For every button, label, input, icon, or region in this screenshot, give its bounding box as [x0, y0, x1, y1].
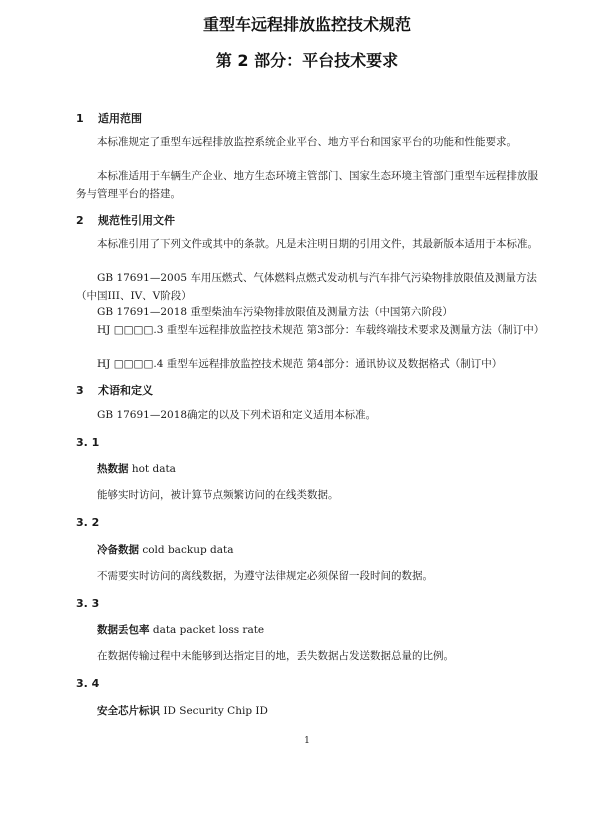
reference-item: HJ □□□□.3 重型车远程排放监控技术规范 第3部分：车载终端技术要求及测量方法（制订中） — [97, 324, 545, 336]
section-heading-1 — [76, 110, 142, 126]
clause-number: 3. 3 — [76, 597, 100, 610]
term-en: cold backup data — [142, 544, 234, 556]
clause-number: 3. 4 — [76, 677, 100, 690]
term-entry — [97, 622, 264, 637]
paragraph: GB 17691—2018确定的以及下列术语和定义适用本标准。 — [97, 409, 377, 421]
section-number: 1 — [76, 112, 84, 125]
term-definition: 能够实时访问，被计算节点频繁访问的在线类数据。 — [97, 489, 339, 501]
document-subtitle: 第 2 部分：平台技术要求 — [215, 51, 399, 70]
section-title: 适用范围 — [98, 112, 142, 125]
reference-item: GB 17691—2018 重型柴油车污染物排放限值及测量方法（中国第六阶段） — [97, 306, 453, 318]
term-en: hot data — [131, 463, 176, 475]
term-en: data packet loss rate — [152, 624, 265, 636]
term-zh: 冷备数据 — [97, 544, 139, 556]
section-number: 3 — [76, 384, 84, 397]
reference-item: HJ □□□□.4 重型车远程排放监控技术规范 第4部分：通讯协议及数据格式（制订中） — [97, 358, 503, 370]
paragraph: 本标准引用了下列文件或其中的条款。凡是未注明日期的引用文件，其最新版本适用于本标准。 — [97, 238, 538, 250]
clause-number: 3. 2 — [76, 516, 100, 529]
section-heading-2 — [76, 212, 175, 228]
clause-number: 3. 1 — [76, 436, 100, 449]
term-entry — [97, 703, 268, 718]
section-heading-3 — [76, 382, 153, 398]
paragraph: 本标准适用于车辆生产企业、地方生态环境主管部门、国家生态环境主管部门重型车远程排放服务与管理平台的搭建。 — [76, 170, 538, 200]
term-zh: 安全芯片标识 — [97, 705, 160, 717]
term-entry — [97, 461, 176, 476]
term-zh: 数据丢包率 — [97, 624, 150, 636]
term-zh: 热数据 — [97, 463, 129, 475]
section-number: 2 — [76, 214, 84, 227]
reference-item: GB 17691—2005 车用压燃式、气体燃料点燃式发动机与汽车排气污染物排放限值及测量方法（中国III、IV、V阶段） — [76, 272, 537, 302]
page-number: 1 — [304, 736, 310, 746]
term-entry — [97, 542, 233, 557]
document-title: 重型车远程排放监控技术规范 — [202, 15, 411, 34]
section-title: 术语和定义 — [98, 384, 153, 397]
term-en: ID Security Chip ID — [163, 705, 268, 717]
section-title: 规范性引用文件 — [98, 214, 175, 227]
term-definition: 不需要实时访问的离线数据，为遵守法律规定必须保留一段时间的数据。 — [97, 570, 433, 582]
paragraph: 本标准规定了重型车远程排放监控系统企业平台、地方平台和国家平台的功能和性能要求。 — [97, 136, 517, 148]
term-definition: 在数据传输过程中未能够到达指定目的地，丢失数据占发送数据总量的比例。 — [97, 650, 454, 662]
